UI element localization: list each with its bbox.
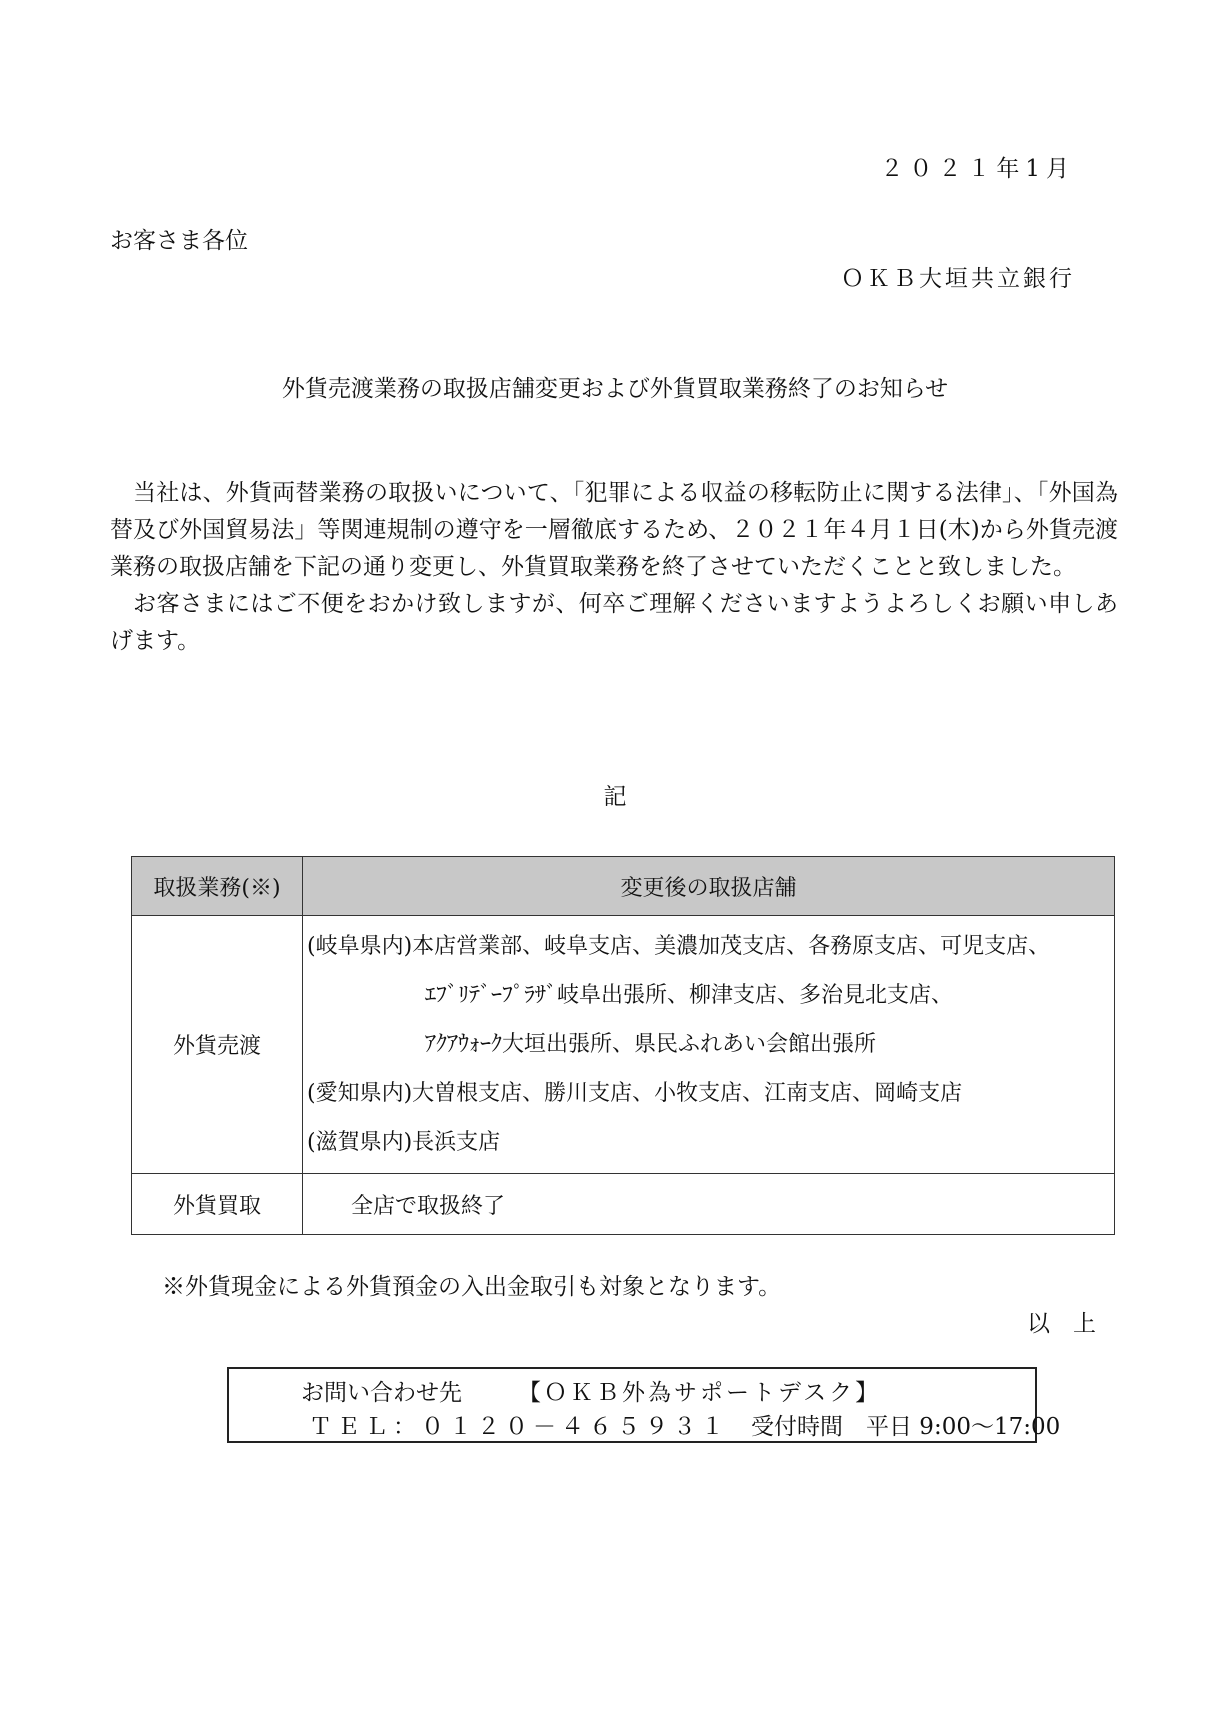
branch-table <box>131 856 1115 1235</box>
header-branches: 変更後の取扱店舗 <box>303 857 1115 916</box>
business-buy: 外貨買取 <box>132 1174 303 1235</box>
document-date: ２０２１年1月 <box>880 156 1075 182</box>
branch-line: (愛知県内)大曽根支店、勝川支店、小牧支店、江南支店、岡崎支店 <box>307 1081 963 1106</box>
branch-line: ｱｸｱｳｫｰｸ大垣出張所、県民ふれあい会館出張所 <box>425 1032 877 1057</box>
contact-row-2 <box>309 1408 1060 1441</box>
recipient: お客さま各位 <box>110 228 248 254</box>
body-paragraph-2: お客さまにはご不便をおかけ致しますが、何卒ご理解くださいますようよろしくお願い申しあげます。 <box>110 591 1118 654</box>
body-text <box>110 475 1118 660</box>
contact-label: お問い合わせ先 <box>301 1380 462 1406</box>
branch-list <box>303 916 1115 1174</box>
table-header-row <box>132 857 1115 916</box>
contact-desk: 【ＯＫＢ外為サポートデスク】 <box>518 1380 882 1406</box>
business-sell: 外貨売渡 <box>132 916 303 1174</box>
closing-mark: 以 上 <box>1027 1311 1096 1337</box>
ki-heading: 記 <box>603 784 627 810</box>
body-paragraph-1: 当社は、外貨両替業務の取扱いについて、「犯罪による収益の移転防止に関する法律」、「外国為替及び外国貿易法」等関連規制の遵守を一層徹底するため、２０２１年４月１日(木)から外貨売渡業務の取扱店舗を下記の通り変更し、外貨買取業務を終了させていただくことと致しました。 <box>110 480 1118 580</box>
contact-box <box>227 1367 1061 1443</box>
table-row <box>132 1174 1115 1235</box>
buy-status: 全店で取扱終了 <box>303 1174 1115 1235</box>
table-row <box>132 916 1115 1174</box>
branch-line: (滋賀県内)長浜支店 <box>307 1130 501 1155</box>
contact-row-1 <box>301 1374 881 1407</box>
contact-tel: ＴＥＬ：０１２０－４６５９３１ <box>309 1414 729 1440</box>
document-title: 外貨売渡業務の取扱店舗変更および外貨買取業務終了のお知らせ <box>281 376 949 402</box>
issuer: ＯＫＢ大垣共立銀行 <box>841 266 1075 292</box>
contact-hours: 受付時間 平日 9:00～17:00 <box>751 1414 1061 1440</box>
branch-line: ｴﾌﾞﾘﾃﾞｰﾌﾟﾗｻﾞ岐阜出張所、柳津支店、多治見北支店、 <box>425 983 954 1008</box>
branch-line: (岐阜県内)本店営業部、岐阜支店、美濃加茂支店、各務原支店、可児支店、 <box>307 934 1051 959</box>
footnote: ※外貨現金による外貨預金の入出金取引も対象となります。 <box>162 1274 782 1300</box>
header-business: 取扱業務(※) <box>132 857 303 916</box>
